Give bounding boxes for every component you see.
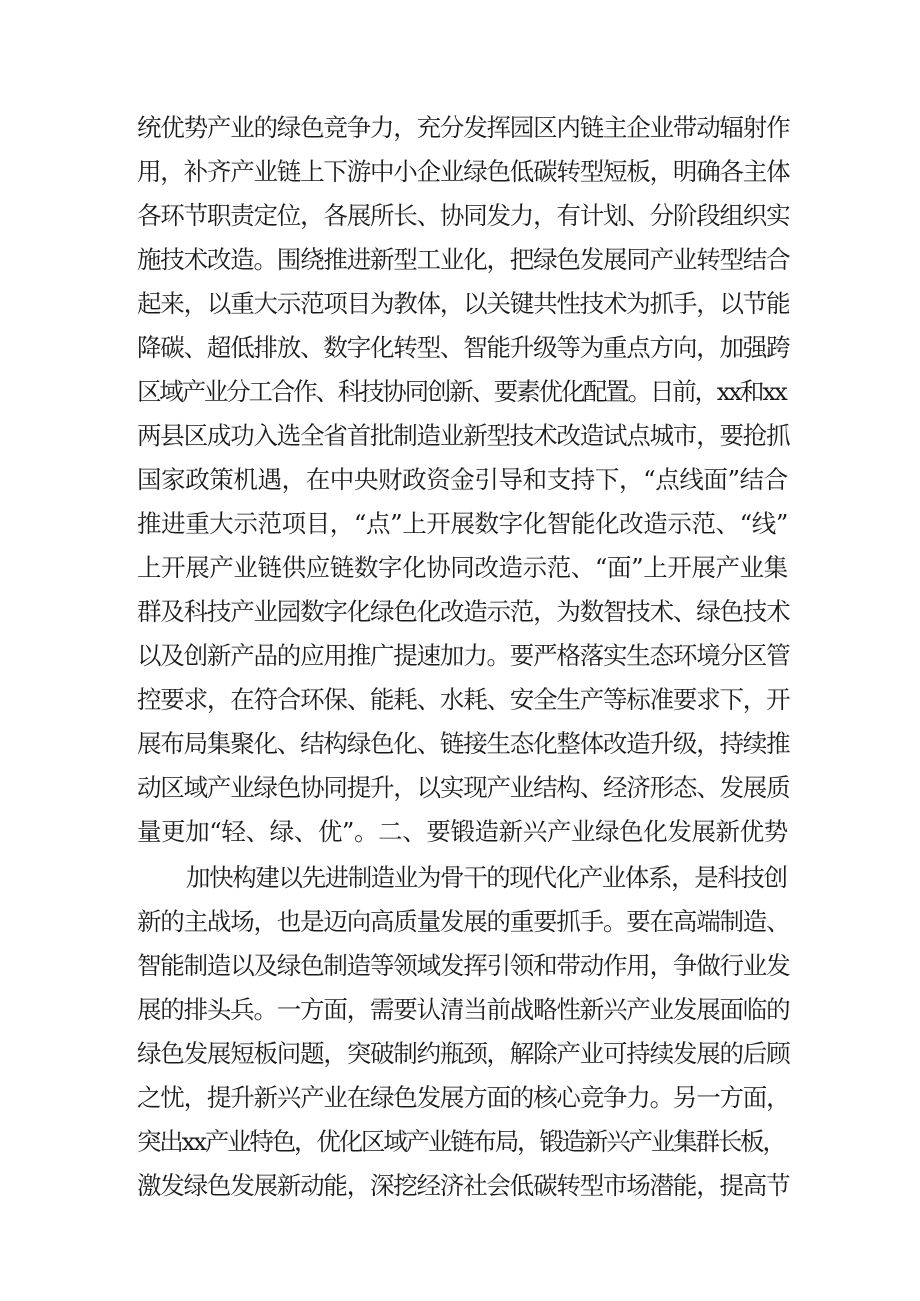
text-line: 群及科技产业园数字化绿色化改造示范，为数智技术、绿色技术 xyxy=(137,597,790,626)
text-line: 两县区成功入选全省首批制造业新型技术改造试点城市，要抢抓 xyxy=(137,421,790,450)
text-line: 施技术改造。围绕推进新型工业化，把绿色发展同产业转型结合 xyxy=(137,245,790,274)
text-line: 突出xx产业特色，优化区域产业链布局，锻造新兴产业集群长板， xyxy=(137,1127,785,1156)
text-line: 绿色发展短板问题，突破制约瓶颈，解除产业可持续发展的后顾 xyxy=(137,1039,790,1068)
text-line: 起来，以重大示范项目为教体，以关键共性技术为抓手，以节能 xyxy=(137,289,790,318)
text-line: 新的主战场，也是迈向高质量发展的重要抓手。要在高端制造、 xyxy=(137,907,790,936)
text-line: 上开展产业链供应链数字化协同改造示范、“面”上开展产业集 xyxy=(137,553,788,582)
text-line: 展布局集聚化、结构绿色化、链接生态化整体改造升级，持续推 xyxy=(137,729,790,758)
text-line: 各环节职责定位，各展所长、协同发力，有计划、分阶段组织实 xyxy=(137,201,790,230)
text-line: 以及创新产品的应用推广提速加力。要严格落实生态环境分区管 xyxy=(137,641,790,670)
text-line: 动区域产业绿色协同提升，以实现产业结构、经济形态、发展质 xyxy=(137,773,790,802)
text-line: 国家政策机遇，在中央财政资金引导和支持下，“点线面”结合 xyxy=(137,465,788,494)
text-line: 量更加“轻、绿、优”。二、要锻造新兴产业绿色化发展新优势 xyxy=(137,817,788,846)
text-line: 展的排头兵。一方面，需要认清当前战略性新兴产业发展面临的 xyxy=(137,995,790,1024)
text-line: 智能制造以及绿色制造等领域发挥引领和带动作用，争做行业发 xyxy=(137,951,790,980)
text-line: 降碳、超低排放、数字化转型、智能升级等为重点方向，加强跨 xyxy=(137,333,790,362)
text-line: 统优势产业的绿色竞争力，充分发挥园区内链主企业带动辐射作 xyxy=(137,113,790,142)
text-line: 之忧，提升新兴产业在绿色发展方面的核心竞争力。另一方面， xyxy=(137,1083,790,1112)
paragraph-first-line: 加快构建以先进制造业为骨干的现代化产业体系，是科技创 xyxy=(186,863,787,892)
text-line: 用，补齐产业链上下游中小企业绿色低碳转型短板，明确各主体 xyxy=(137,157,790,186)
text-line: 控要求，在符合环保、能耗、水耗、安全生产等标准要求下，开 xyxy=(137,685,790,714)
text-line: 激发绿色发展新动能，深挖经济社会低碳转型市场潜能，提高节 xyxy=(137,1171,790,1200)
text-line: 区域产业分工合作、科技协同创新、要素优化配置。日前，xx和xx xyxy=(137,377,786,406)
text-line: 推进重大示范项目，“点”上开展数字化智能化改造示范、“线” xyxy=(137,509,788,538)
